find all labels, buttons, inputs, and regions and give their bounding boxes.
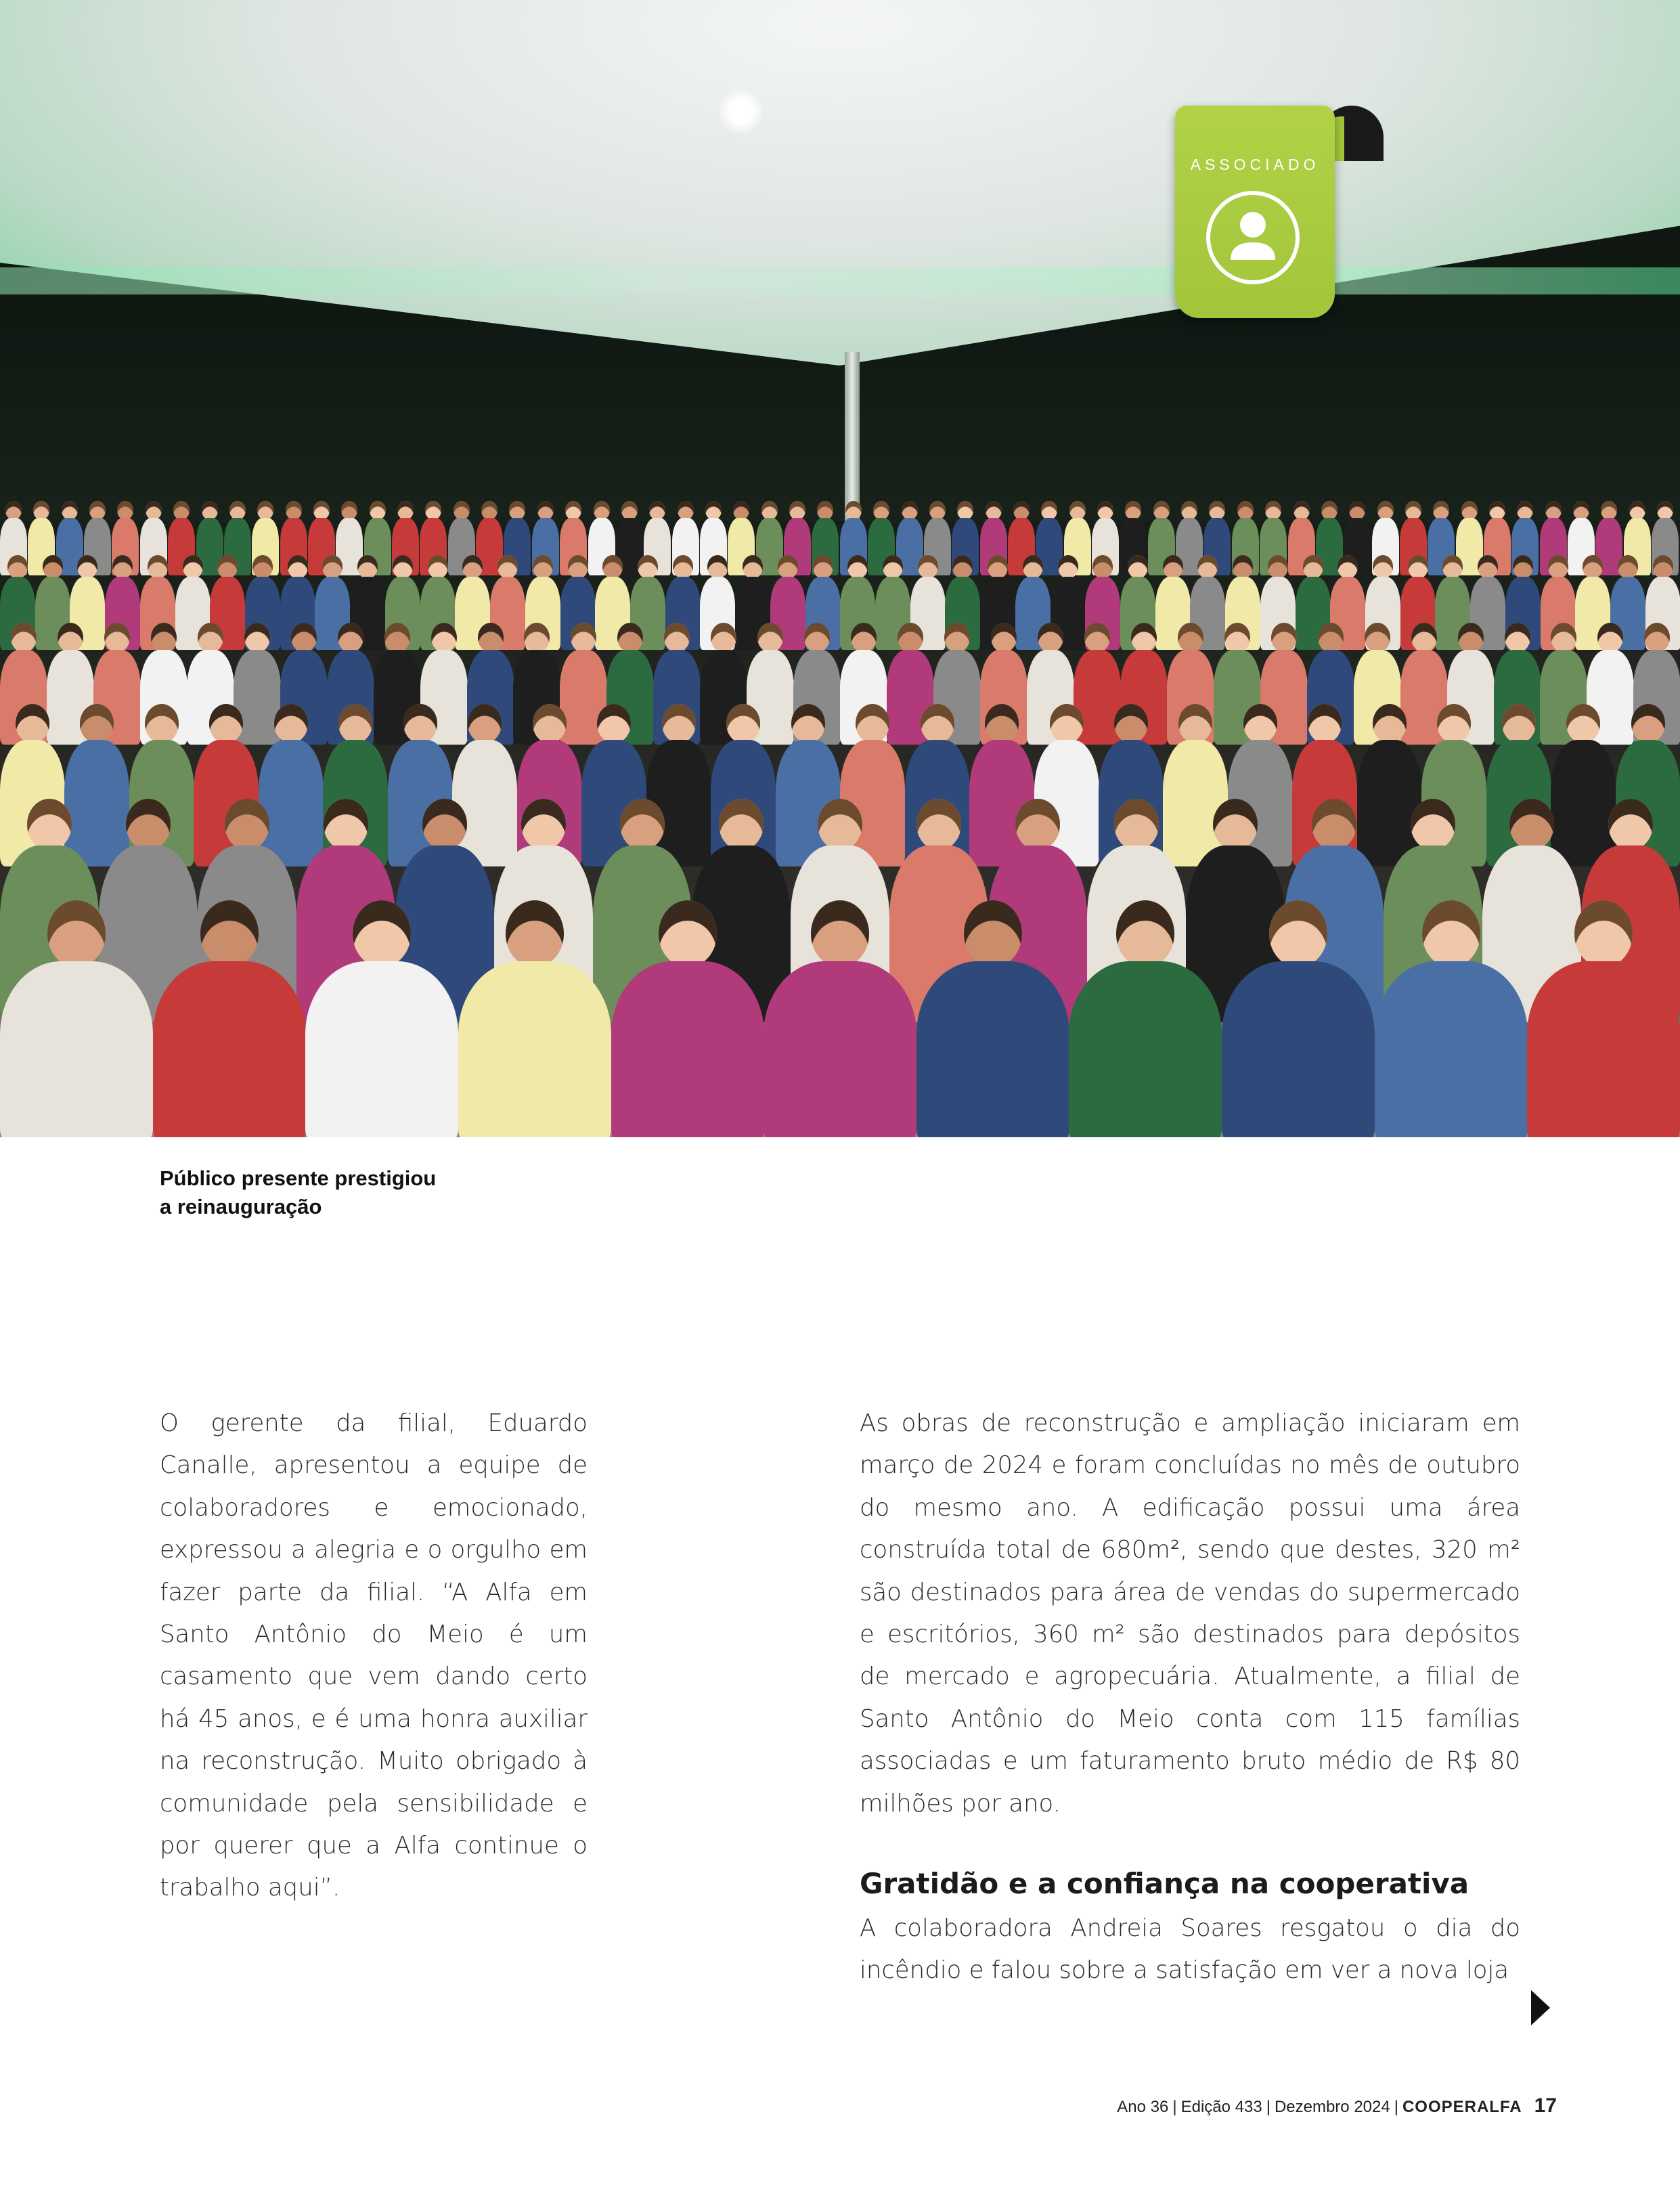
person-head [112, 555, 133, 579]
person-head [1437, 704, 1471, 743]
person-head [1178, 623, 1203, 653]
person-head [47, 900, 106, 967]
person-head [813, 555, 833, 579]
person-head [1653, 555, 1673, 579]
person-body [0, 961, 153, 1137]
left-paragraph: O gerente da filial, Eduardo Canalle, apresentou a equipe de colaboradores e emocionado, expressou a alegria e o orgulho em fazer parte da filial. “A Alfa em Santo Antônio do Meio é um casamento que vem dando certo há 45 anos, e é uma honra auxiliar na reconstrução. Muito obrigado à comunidade pela sensibilidade e por querer que a Alfa continue o trabalho aqui”. [160, 1409, 588, 1902]
person-head [1566, 704, 1600, 743]
left-column [160, 1403, 588, 1910]
person-head [353, 900, 411, 967]
person-head [761, 501, 778, 520]
person-head [341, 501, 357, 520]
person-body [1222, 961, 1375, 1137]
person-head [1041, 501, 1057, 520]
person-head [845, 501, 862, 520]
person-head [851, 623, 877, 653]
person-head [1573, 501, 1589, 520]
person-head [705, 501, 722, 520]
person-head [602, 555, 623, 579]
person-head [1489, 501, 1505, 520]
person-head [509, 501, 525, 520]
person-head [425, 501, 441, 520]
person-head [733, 501, 749, 520]
person-head [202, 501, 218, 520]
person-head [1411, 623, 1437, 653]
person-head [1058, 555, 1078, 579]
person-head [1422, 900, 1480, 967]
audience-member [1069, 900, 1222, 1137]
person-head [468, 704, 502, 743]
badge-label: ASSOCIADO [1190, 156, 1320, 173]
person-head [422, 799, 467, 850]
person-head [1233, 555, 1253, 579]
person-head [818, 799, 862, 850]
person-head [638, 555, 658, 579]
person-head [1038, 623, 1063, 653]
person-head [58, 623, 83, 653]
person-head [804, 623, 830, 653]
person-head [1265, 501, 1281, 520]
person-head [678, 501, 694, 520]
person-head [778, 555, 798, 579]
person-head [898, 623, 923, 653]
section-subheading: Gratidão e a confiança na cooperativa [860, 1867, 1469, 1900]
person-head [428, 555, 448, 579]
person-head [1125, 501, 1141, 520]
person-head [726, 704, 760, 743]
person-body [916, 961, 1069, 1137]
person-head [1269, 900, 1327, 967]
person-head [1411, 799, 1455, 850]
person-head [291, 623, 317, 653]
person-head [649, 501, 665, 520]
person-head [533, 704, 567, 743]
person-head [711, 623, 736, 653]
person-head [1597, 623, 1623, 653]
person-head [986, 501, 1002, 520]
person-head [985, 704, 1019, 743]
footer-year: Ano 36 [1117, 2098, 1169, 2116]
person-head [565, 501, 581, 520]
person-head [1050, 704, 1084, 743]
person-head [148, 555, 168, 579]
person-head [1583, 555, 1603, 579]
audience-member [1375, 900, 1528, 1137]
person-head [1601, 501, 1617, 520]
person-head [707, 555, 728, 579]
person-body [1527, 961, 1680, 1137]
person-head [1517, 501, 1533, 520]
person-head [104, 623, 130, 653]
person-head [1318, 623, 1344, 653]
person-body [458, 961, 611, 1137]
page-number: 17 [1534, 2094, 1557, 2117]
page-footer: Ano 36 | Edição 433 | Dezembro 2024 | COOPERALFA 17 [1117, 2094, 1557, 2117]
person-head [481, 501, 498, 520]
person-head [1178, 704, 1212, 743]
person-head [145, 704, 179, 743]
footer-edition: Edição 433 [1180, 2098, 1262, 2116]
person-head [1458, 623, 1484, 653]
person-head [313, 501, 330, 520]
person-head [964, 900, 1022, 967]
person-head [659, 900, 717, 967]
person-head [1408, 555, 1428, 579]
person-head [1321, 501, 1338, 520]
person-body [611, 961, 764, 1137]
audience-member [764, 900, 916, 1137]
person-head [338, 623, 363, 653]
person-head [1114, 704, 1148, 743]
right-column-continued [860, 1908, 1520, 1992]
person-head [229, 501, 246, 520]
person-head [847, 555, 868, 579]
person-body [1375, 961, 1528, 1137]
caption-line-2: a reinauguração [160, 1195, 322, 1218]
audience-member [611, 900, 764, 1137]
crowd-row [0, 900, 1680, 1137]
person-head [789, 501, 805, 520]
person-head [1608, 799, 1653, 850]
person-head [7, 555, 28, 579]
person-head [217, 555, 238, 579]
person-head [916, 799, 961, 850]
person-head [537, 501, 554, 520]
person-head [11, 623, 37, 653]
person-head [183, 555, 203, 579]
person-body [764, 961, 916, 1137]
person-head [1548, 555, 1568, 579]
person-head [225, 799, 269, 850]
person-head [1405, 501, 1421, 520]
person-head [1308, 704, 1342, 743]
person-head [1268, 555, 1288, 579]
person-head [5, 501, 22, 520]
person-head [397, 501, 414, 520]
person-head [873, 501, 889, 520]
right-paragraph: As obras de reconstrução e ampliação iniciaram em março de 2024 e foram concluídas no mês de outubro do mesmo ano. A edificação possui uma área construída total de 680m², sendo que destes, 320 m² são destinados para área de vendas do supermercado e escritórios, 360 m² são destinados para depósitos de mercado e agropecuária. Atualmente, a filial de Santo Antônio do Meio conta com 115 famílias associadas e um faturamento bruto médio de R$ 80 milhões por ano. [860, 1409, 1520, 1818]
audience-member [1222, 900, 1375, 1137]
person-head [16, 704, 49, 743]
person-head [617, 623, 643, 653]
person-head [454, 501, 470, 520]
person-head [1069, 501, 1086, 520]
person-head [338, 704, 372, 743]
person-head [1644, 623, 1670, 653]
person-head [1349, 501, 1365, 520]
person-head [1213, 799, 1258, 850]
person-head [1224, 623, 1250, 653]
person-head [1502, 704, 1536, 743]
person-head [1163, 555, 1183, 579]
person-head [597, 704, 631, 743]
person-head [403, 704, 437, 743]
person-head [1377, 501, 1394, 520]
person-head [1574, 900, 1633, 967]
person-head [1181, 501, 1197, 520]
person-head [1551, 623, 1576, 653]
person-head [498, 555, 518, 579]
person-head [991, 623, 1017, 653]
person-head [33, 501, 49, 520]
person-head [817, 501, 833, 520]
person-head [1461, 501, 1478, 520]
person-head [1365, 623, 1390, 653]
person-head [27, 799, 72, 850]
person-head [719, 799, 764, 850]
person-head [743, 555, 763, 579]
person-head [918, 555, 938, 579]
person-head [1433, 501, 1449, 520]
person-head [62, 501, 78, 520]
person-head [1237, 501, 1254, 520]
person-head [1303, 555, 1323, 579]
person-head [1131, 623, 1157, 653]
person-head [929, 501, 946, 520]
person-head [462, 555, 483, 579]
person-head [944, 623, 970, 653]
person-head [921, 704, 954, 743]
person-head [431, 623, 457, 653]
person-head [952, 555, 973, 579]
person-head [357, 555, 378, 579]
person-head [370, 501, 386, 520]
person-head [1114, 799, 1159, 850]
person-head [43, 555, 63, 579]
person-head [257, 501, 273, 520]
person-head [524, 623, 550, 653]
lamp [717, 88, 765, 135]
person-head [757, 623, 783, 653]
person-head [988, 555, 1008, 579]
audience-member [0, 900, 153, 1137]
person-head [883, 555, 903, 579]
person-body [305, 961, 458, 1137]
right-paragraph-2: A colaboradora Andreia Soares resgatou o dia do incêndio e falou sobre a satisfação em ver a nova loja [860, 1914, 1520, 1985]
person-head [1097, 501, 1113, 520]
person-head [89, 501, 106, 520]
person-head [1197, 555, 1218, 579]
person-head [322, 555, 342, 579]
person-head [856, 704, 889, 743]
person-head [1153, 501, 1170, 520]
person-head [957, 501, 973, 520]
person-head [1128, 555, 1148, 579]
person-head [1657, 501, 1673, 520]
person-head [673, 555, 693, 579]
person-head [1631, 704, 1665, 743]
person-head [173, 501, 190, 520]
person-head [521, 799, 566, 850]
person-head [1116, 900, 1174, 967]
person-head [288, 555, 308, 579]
person-head [126, 799, 171, 850]
person-head [1015, 799, 1060, 850]
person-head [151, 623, 177, 653]
tent-edge [0, 267, 1680, 294]
person-head [77, 555, 97, 579]
arrow-right-icon[interactable] [1531, 1990, 1550, 2025]
person-head [662, 704, 696, 743]
person-head [811, 900, 869, 967]
person-head [1084, 623, 1110, 653]
person-head [902, 501, 918, 520]
person-head [571, 623, 596, 653]
person-head [1338, 555, 1358, 579]
person-head [1209, 501, 1225, 520]
person-head [1509, 799, 1554, 850]
person-head [1478, 555, 1498, 579]
person-head [1013, 501, 1030, 520]
person-head [244, 623, 270, 653]
person-head [1629, 501, 1645, 520]
person-head [324, 799, 368, 850]
person-head [384, 623, 410, 653]
person-body [153, 961, 306, 1137]
person-head [664, 623, 690, 653]
person-head [1545, 501, 1562, 520]
person-head [1243, 704, 1277, 743]
person-head [506, 900, 564, 967]
person-head [1442, 555, 1463, 579]
person-head [621, 501, 638, 520]
person-head [80, 704, 114, 743]
person-head [1312, 799, 1356, 850]
footer-brand: COOPERALFA [1402, 2098, 1522, 2116]
person-head [393, 555, 413, 579]
person-head [209, 704, 243, 743]
person-head [1294, 501, 1310, 520]
person-head [1271, 623, 1297, 653]
caption-line-1: Público presente prestigiou [160, 1166, 437, 1190]
footer-date: Dezembro 2024 [1274, 2098, 1390, 2116]
person-head [1092, 555, 1113, 579]
person-head [146, 501, 162, 520]
audience-member [916, 900, 1069, 1137]
person-head [252, 555, 273, 579]
person-head [478, 623, 504, 653]
person-body [1069, 961, 1222, 1137]
person-head [1023, 555, 1043, 579]
person-head [200, 900, 259, 967]
person-head [568, 555, 588, 579]
person-head [1373, 704, 1407, 743]
person-head [1513, 555, 1533, 579]
person-head [1618, 555, 1638, 579]
right-column [860, 1403, 1520, 1825]
person-head [533, 555, 553, 579]
user-icon [1205, 190, 1301, 286]
person-head [791, 704, 825, 743]
audience-member [458, 900, 611, 1137]
audience-member [1527, 900, 1680, 1137]
person-head [117, 501, 133, 520]
audience-member [153, 900, 306, 1137]
person-head [198, 623, 223, 653]
audience-member [305, 900, 458, 1137]
person-head [286, 501, 302, 520]
person-head [594, 501, 610, 520]
person-head [1373, 555, 1393, 579]
person-head [1505, 623, 1530, 653]
person-head [274, 704, 308, 743]
person-head [620, 799, 665, 850]
photo-caption [160, 1164, 634, 1221]
